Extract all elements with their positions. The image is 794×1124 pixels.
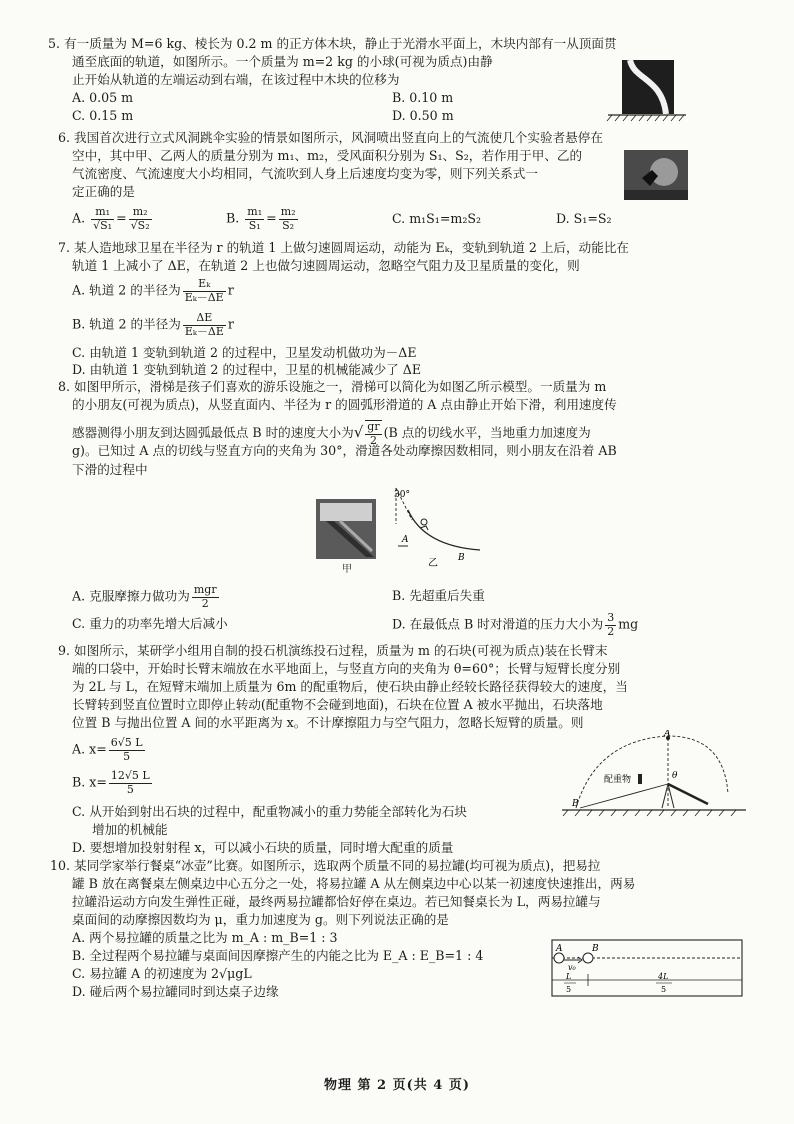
q9-line3: 为 2L 与 L，在短臂末端加上质量为 6m 的配重物后，使石块由静止经较长路径获得较大的速度，当 — [72, 679, 628, 694]
catapult-point-a: A — [664, 730, 671, 739]
q5-option-b: B. 0.10 m — [392, 90, 454, 105]
q6-line3: 气流密度、气流速度大小均相同，气流吹到人身上后速度均变为零，则下列关系式一 — [72, 166, 538, 181]
fig-label-yi: 乙 — [428, 558, 438, 568]
q8-line2: 的小朋友(可视为质点)，从竖直面内、半径为 r 的圆弧形滑道的 A 点由静止开始下滑，利用速度传 — [72, 397, 617, 412]
q9-line5: 位置 B 与抛出位置 A 间的水平距离为 x。不计摩擦阻力与空气阻力，忽略长短臂的质量。则 — [72, 715, 584, 730]
q6-line2: 空中，其中甲、乙两人的质量分别为 m₁、m₂，受风面积分别为 S₁、S₂，若作用于甲、乙的 — [72, 148, 583, 163]
q10-line4: 桌面间的动摩擦因数均为 μ，重力加速度为 g。则下列说法正确的是 — [72, 912, 449, 927]
q7-option-d: D. 由轨道 1 变轨到轨道 2 的过程中，卫星的机械能减少了 ΔE — [72, 362, 422, 377]
table-curling-figure — [550, 938, 744, 998]
seg2-den: 5 — [661, 985, 667, 994]
q7-option-b: B. 轨道 2 的半径为 $\frac{\Delta E}{\text{Eₖ－ΔE}}$ r — [72, 311, 234, 338]
q8-option-d: D. 在最低点 B 时对滑道的压力大小为 $\frac{3}{2}$ mg — [392, 611, 639, 638]
can-a-label: A — [556, 944, 563, 954]
q7-option-a: A. 轨道 2 的半径为 $\frac{\text{Eₖ}}{\text{Eₖ－ΔE}}$ r — [72, 277, 234, 304]
point-b-label: B — [458, 553, 465, 563]
q9-option-b: B. x= $\frac{12√5 L}{5}$ — [72, 769, 150, 796]
q10-option-d: D. 碰后两个易拉罐同时到达桌子边缘 — [72, 984, 279, 999]
q8-line5: 下滑的过程中 — [72, 462, 148, 477]
seg2-num: 4L — [658, 972, 669, 981]
seg1-den: 5 — [566, 985, 572, 994]
q10-option-b: B. 全过程两个易拉罐与桌面间因摩擦产生的内能之比为 E_A : E_B=1 : 4 — [72, 948, 484, 963]
q8-line3: 感器测得小朋友到达圆弧最低点 B 时的速度大小为√ $\frac{gr}{2}$ (B 点的切线水平，当地重力加速度为 — [72, 420, 591, 447]
slide-model-figure — [384, 484, 484, 568]
slide-photo — [316, 499, 376, 559]
q7-line2: 轨道 1 上减小了 ΔE，在轨道 2 上也做匀速圆周运动，忽略空气阻力及卫星质量的变化，则 — [72, 258, 580, 273]
fig-label-jia: 甲 — [342, 564, 352, 575]
q8-line4: g)。已知过 A 点的切线与竖直方向的夹角为 30°，滑道各处动摩擦因数相同，则小朋友在沿着 AB — [72, 443, 617, 458]
q10-option-a: A. 两个易拉罐的质量之比为 m_A : m_B=1 : 3 — [72, 930, 338, 945]
seg1-num: L — [566, 972, 572, 981]
q6-line4: 定正确的是 — [72, 184, 135, 199]
q5-option-d: D. 0.50 m — [392, 108, 454, 123]
q9-line2: 端的口袋中，开始时长臂末端放在水平地面上，与竖直方向的夹角为 θ=60°；长臂与短臂长度分别 — [72, 661, 621, 676]
point-a-label: A — [402, 535, 409, 545]
q6-option-a: A. $\frac{\text{m₁}}{\text{√S₁}}$ = $\frac{\text{m₂}}{\text{√S₂}}$ — [72, 205, 150, 232]
theta-label: θ — [672, 771, 678, 781]
q6-line1: 6. 我国首次进行立式风洞跳伞实验的情景如图所示，风洞喷出竖直向上的气流使几个实验者悬停在 — [58, 130, 603, 145]
counterweight-label: 配重物 — [604, 775, 632, 785]
q5-option-a: A. 0.05 m — [72, 90, 134, 105]
catapult-point-b: B — [572, 799, 579, 809]
q10-option-c: C. 易拉罐 A 的初速度为 2√μgL — [72, 966, 252, 981]
can-b-label: B — [592, 944, 599, 954]
catapult-figure — [556, 730, 750, 818]
q9-option-d: D. 要想增加投射射程 x，可以减小石块的质量，同时增大配重的质量 — [72, 840, 454, 855]
q9-option-a: A. x= $\frac{6√5 L}{5}$ — [72, 736, 143, 763]
q10-line2: 罐 B 放在离餐桌左侧桌边中心五分之一处，将易拉罐 A 从左侧桌边中心以某一初速度快速推出，两易 — [72, 876, 636, 891]
q5-wood-block-figure — [604, 58, 688, 124]
q9-option-c-line2: 增加的机械能 — [92, 822, 168, 837]
page-footer: 物理 第 2 页(共 4 页) — [323, 1078, 471, 1093]
q8-option-b: B. 先超重后失重 — [392, 588, 485, 603]
v0-label: v₀ — [568, 963, 576, 972]
q7-option-c: C. 由轨道 1 变轨到轨道 2 的过程中，卫星发动机做功为－ΔE — [72, 345, 417, 360]
angle-label: 30° — [394, 490, 410, 500]
q9-line1: 9. 如图所示，某研学小组用自制的投石机演练投石过程，质量为 m 的石块(可视为质点)装在长臂末 — [58, 643, 608, 658]
q9-line4: 长臂转到竖直位置时立即停止转动(配重物不会碰到地面)，石块在位置 A 被水平抛出，石块落地 — [72, 697, 603, 712]
q6-option-b: B. $\frac{\text{m₁}}{\text{S₁}}$ = $\frac{\text{m₂}}{\text{S₂}}$ — [226, 205, 296, 232]
q8-option-c: C. 重力的功率先增大后减小 — [72, 616, 228, 631]
q5-line1: 5. 有一质量为 M=6 kg、棱长为 0.2 m 的正方体木块，静止于光滑水平面上，木块内部有一从顶面贯 — [48, 36, 617, 51]
q8-line1: 8. 如图甲所示，滑梯是孩子们喜欢的游乐设施之一，滑梯可以简化为如图乙所示模型。一质量为 m — [58, 379, 607, 394]
q10-line1: 10. 某同学家举行餐桌“冰壶”比赛。如图所示，选取两个质量不同的易拉罐(均可视为质点)，把易拉 — [50, 858, 601, 873]
q9-option-c-line1: C. 从开始到射出石块的过程中，配重物减小的重力势能全部转化为石块 — [72, 804, 468, 819]
q6-option-d: D. S₁=S₂ — [556, 211, 612, 226]
q5-line3: 止开始从轨道的左端运动到右端，在该过程中木块的位移为 — [72, 72, 400, 87]
q5-option-c: C. 0.15 m — [72, 108, 134, 123]
wind-tunnel-photo — [624, 150, 688, 200]
q6-option-c: C. m₁S₁=m₂S₂ — [392, 211, 482, 226]
q10-line3: 拉罐沿运动方向发生弹性正碰，最终两易拉罐都恰好停在桌边。若已知餐桌长为 L，两易拉罐与 — [72, 894, 601, 909]
q8-option-a: A. 克服摩擦力做功为 $\frac{\text{mgr}}{2}$ — [72, 583, 217, 610]
q5-line2: 通至底面的轨道，如图所示。一个质量为 m=2 kg 的小球(可视为质点)由静 — [72, 54, 493, 69]
q7-line1: 7. 某人造地球卫星在半径为 r 的轨道 1 上做匀速圆周运动，动能为 Eₖ，变轨到轨道 2 上后，动能比在 — [58, 240, 630, 255]
